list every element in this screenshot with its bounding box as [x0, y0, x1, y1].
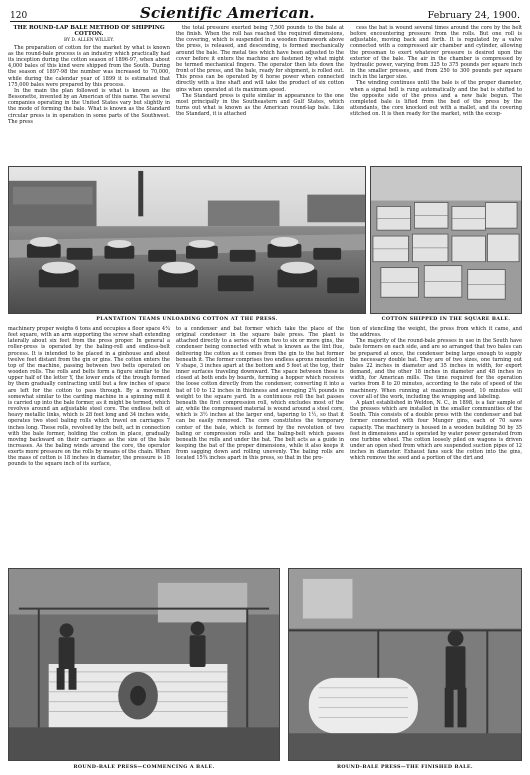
paragraph: The Standard press is quite similar in appearance to the one most principally in the Southeastern and Gulf States, which turns out what is known as the American round-lap bale. Like the Standard, it is attached: [176, 92, 344, 118]
page-header: [10, 4, 520, 20]
paragraph: In the main the plan followed is what is known as the Bessonette, invented by an American of this name. The several companies operating in the United States vary but slightly in the mode of forming the bale. What is known as the Standard circular press is in operation in some parts of the Southwest. The press: [8, 87, 170, 125]
masthead: Scientific American.: [139, 4, 315, 22]
paragraph: The preparation of cotton for the market by what is known as the round-bale process is an industry which practically had its inception during the cotton season of 1896-97, when about 4,000 bales of this kind were shipped from the South. During the season of 1897-98 the number was increased to 70,000, while during the calendar year of 1899 it is estimated that 175,000 bales were prepared by this process.: [8, 44, 170, 88]
text-column-2-mid: [176, 326, 344, 568]
photo-square-bales: [370, 166, 522, 314]
text-column-1-top: [8, 25, 170, 163]
article-title: THE ROUND-LAP BALE METHOD OF SHIPPING COTTON.: [13, 25, 165, 38]
paragraph: cess the bat is wound several times around the core by the belt before encountering pressure from the rolls. But one roll is adjustable, moving back and forth. It is regulated by a valve connected with a compressed air chamber and cylinder, allowing the pressman to exert whatever pressure is desired upon the exterior of the bale. The air in the chamber is compressed by hydraulic power, varying from 325 to 375 pounds per square inch in the smaller presses, and from 250 to 300 pounds per square inch in the larger size.: [350, 25, 522, 81]
text-column-2-top: [176, 25, 344, 163]
photo-finished-bale: [288, 568, 522, 761]
paragraph: to a condenser and bat former which take the place of the original condenser in the square bale press. The plant is attached directly to a series of from two to six or more gins, the condenser being connected with what is known as the lint flue, delivering the cotton as it comes from the gin to the bat former beneath it. The former comprises two endless aprons mounted in V shape, 3 inches apart at the bottom and 5 feet at the top, their inner surfaces traveling downward. The space between these is closed at both ends by boards, forming a hopper which receives the loose cotton directly from the condenser, converting it into a bat of 10 to 12 inches in thickness and averaging 2¾ pounds in weight to the square yard. In a continuous roll the bat passes beneath the first compression roll, which excludes most of the air, while the compressed material is wound around a steel core, which is 3½ inches at the larger end, tapering to 1½, so that it can be easily removed. The core constitutes the temporary center of the bale, which is formed by the revolution of two baling or compression rolls and the baling-belt which passes beneath the rolls and under the bat. The belt acts as a guide in keeping the bat of the proper dimensions, while it also keeps it from sagging down and rolling unevenly. The baling rolls are located 15¾ inches apart in this press, so that in the pro-: [176, 326, 344, 462]
paragraph: machinery proper weighs 6 tons and occupies a floor space 4¾ feet square, with an arm supporting the screw shaft extending laterally about six feet from the press proper. In general a roller-press is operated by the baling-roll and endless-belt process. It is intended to be placed in a ginhouse and about twelve feet distant from the gin or gins. The cotton enters the top of the machine, passing between two belts operated on wooden rolls. The rolls and belts form a figure similar to the upper half of the letter Y, the lower ends of the trough formed by them gradually contracting until but a few inches of space are left for the cotton to pass through. By a movement somewhat similar to the carding machine in a spinning mill it is carried up into the bale former, as it might be termed, which revolves around an adjustable steel core. The endless belt of heavy metallic links, which is 28 feet long and 34 inches wide, operates two steel baling rolls which travel on carriages 7 inches long. These rolls, revolved by the belt, act in connection with the bale former, holding the cotton in place, gradually moving backward on their carriages as the size of the bale increases. As the baling winds around the core, the operator exerts more pressure on the rolls by means of the chain. When the mass of cotton is 18 inches in diameter, the pressure is 18 pounds to the square inch of its surface,: [8, 326, 170, 468]
caption-commencing-bale: ROUND-BALE PRESS—COMMENCING A BALE.: [73, 764, 215, 770]
header-rule: [10, 21, 520, 22]
caption-square-bales: COTTON SHIPPED IN THE SQUARE BALE.: [381, 316, 511, 322]
caption-plantation-teams: PLANTATION TEAMS UNLOADING COTTON AT THE PRESS.: [96, 316, 278, 322]
text-column-3-mid: [350, 326, 522, 568]
paragraph: The majority of the round-bale presses in use in the South have bale formers on each side, and are so arranged that two bales can be prepared at once, the condenser being large enough to supply the necessary double bat. They are of two sizes, one turning out bales 22 inches in diameter and 35 inches in width, for export demand, and the other 18 inches in diameter and 48 inches in width, for American mills. The time required for the operation varies from 8 to 20 minutes, according to the rate of speed of the machinery. When running at maximum speed, 10 minutes will cover all of the work, including the wrapping and labeling.: [350, 338, 522, 400]
issue-date: February 24, 1900.: [427, 10, 520, 21]
article-byline: BY D. ALLEN WILLEY.: [63, 37, 115, 43]
paragraph: A plant established in Weldon, N. C., in 1898, is a fair sample of the presses which are installed in the smaller communities of the South. This consists of a double press with the condenser and bat former connected with four Munger gins, each of 70 saws capacity. The machinery is housed in a wooden building 50 by 35 feet in dimensions and is operated by water power generated from one turbine wheel. The cotton loosely piled on wagons is driven under an open shed from which are suspended suction pipes of 12 inches in diameter. Exhaust fans suck the cotton into the gins, which remove the seed and a portion of the dirt and: [350, 399, 522, 462]
paragraph: The winding continues until the bale is of the proper diameter, when a signal bell is rung automatically and the bat is shifted to the opposite side of the press and a new bale begun. The completed bale is lifted from the bed of the press by the attendants, the core knocked out with a mallet, and its covering stitched on. It is then ready for the market, with the excep-: [350, 80, 522, 118]
text-column-1-mid: [8, 326, 170, 568]
paragraph: tion of stenciling the weight, the press from which it came, and the address.: [350, 326, 522, 339]
caption-finished-bale: ROUND-BALE PRESS—THE FINISHED BALE.: [337, 764, 473, 770]
photo-commencing-bale: [8, 568, 280, 761]
paragraph: the total pressure exerted being 7,500 pounds to the bale at the finish. When the roll has reached the required dimensions, the covering, which is suspended in a wooden framework above the press, is released, and descending, is formed mechanically around the bale. The metal ties which have been adjusted to the cover before it enters the machine are fastened by what might be termed mechanical fingers. The operator then lets down the front of the press, and the bale, ready for shipment, is rolled out. This press can be operated by 6 horse power when connected directly with a line shaft and will take the product of six cotton gins when operated at its maximum speed.: [176, 25, 344, 93]
photo-plantation-teams: [8, 166, 366, 314]
text-column-3-top: [350, 25, 522, 163]
page-number: 120: [10, 11, 28, 21]
